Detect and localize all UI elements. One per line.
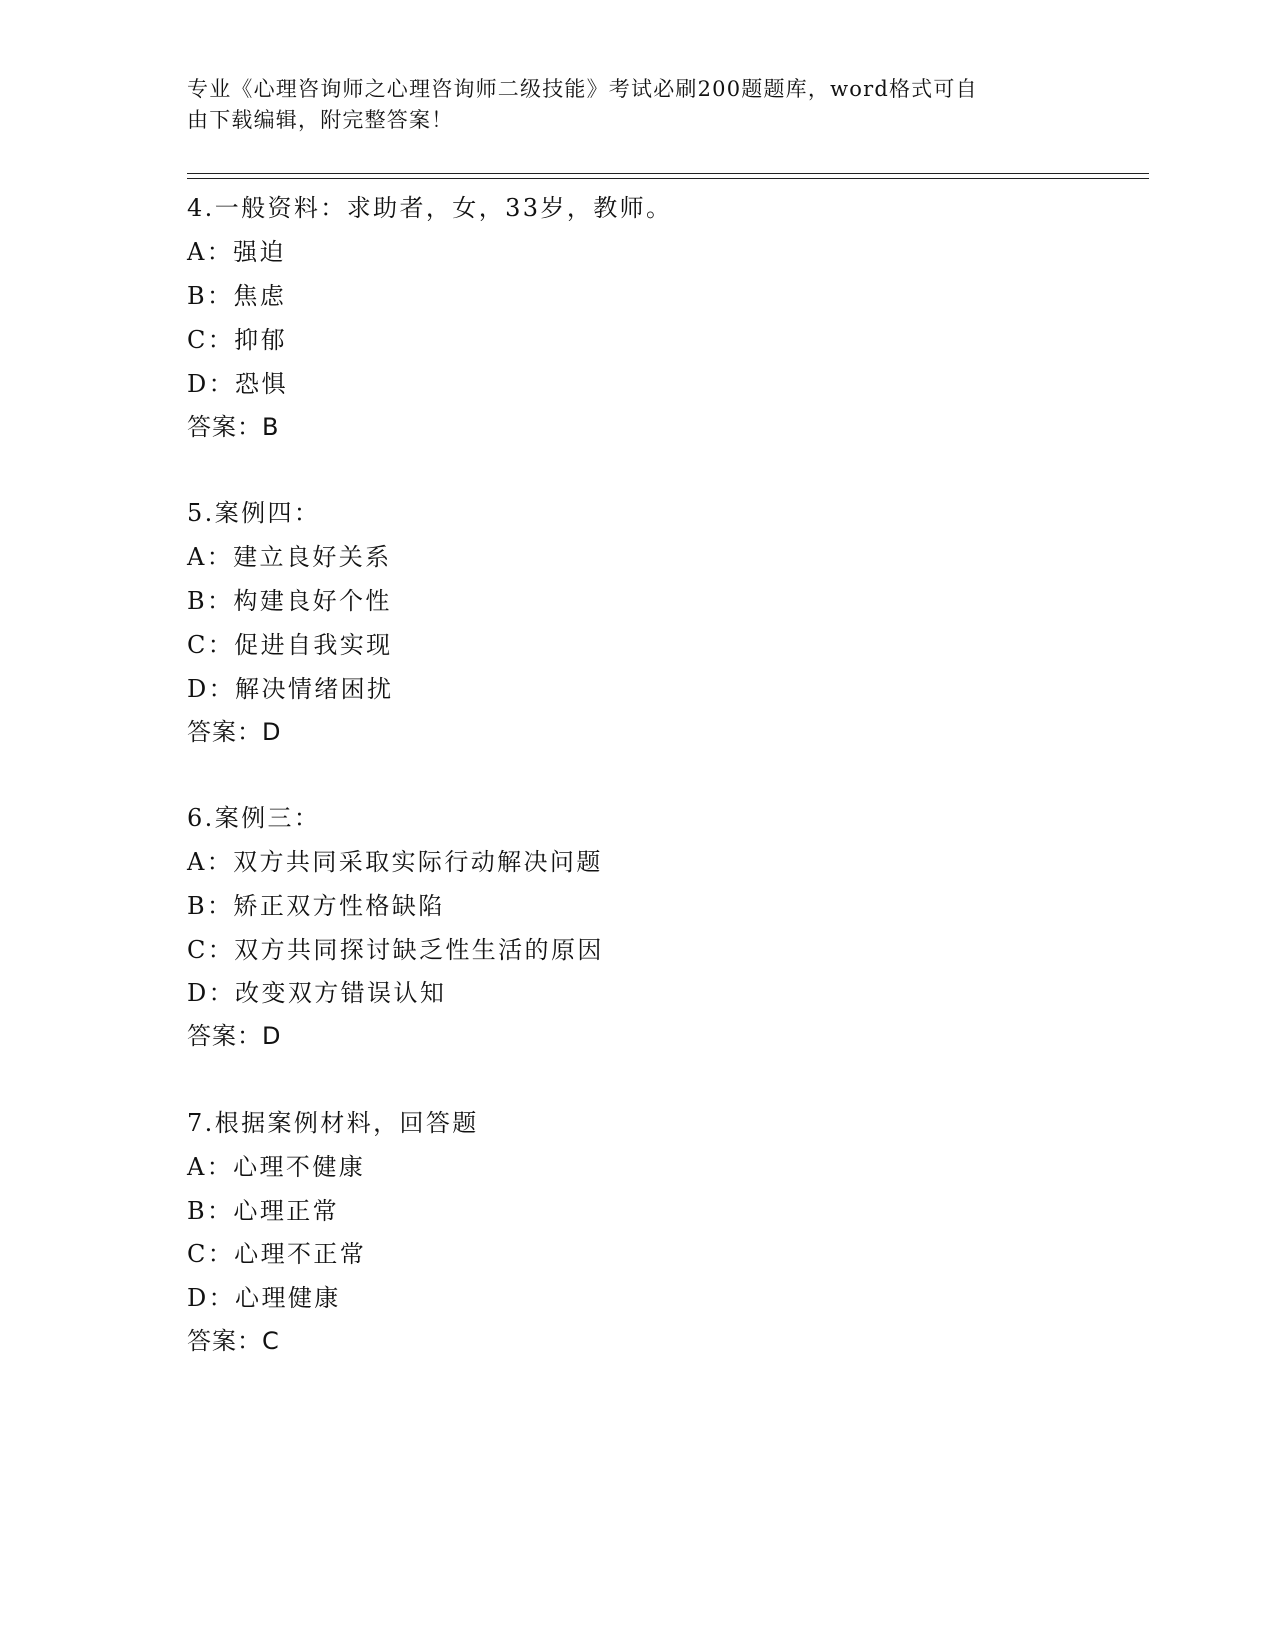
option-b: B：矫正双方性格缺陷: [187, 892, 445, 920]
option-c: C：抑郁: [187, 326, 287, 354]
option-c: C：双方共同探讨缺乏性生活的原因: [187, 936, 604, 964]
question-stem: 6.案例三：: [187, 804, 321, 832]
answer: 答案：C: [187, 1327, 280, 1355]
option-a: A：强迫: [187, 238, 286, 266]
header-line-1: 专业《心理咨询师之心理咨询师二级技能》考试必刷200题题库，word格式可自: [187, 77, 978, 101]
option-a: A：心理不健康: [187, 1153, 366, 1181]
option-a: A：双方共同采取实际行动解决问题: [187, 848, 603, 876]
answer: 答案：D: [187, 1022, 282, 1050]
header-divider-bottom: [187, 178, 1149, 179]
header-divider-top: [187, 173, 1149, 174]
option-c: C：促进自我实现: [187, 631, 393, 659]
option-d: D：解决情绪困扰: [187, 675, 394, 703]
option-d: D：恐惧: [187, 370, 288, 398]
option-a: A：建立良好关系: [187, 543, 392, 571]
option-c: C：心理不正常: [187, 1240, 367, 1268]
answer: 答案：B: [187, 413, 280, 441]
option-b: B：焦虑: [187, 282, 287, 310]
option-d: D：改变双方错误认知: [187, 979, 447, 1007]
answer: 答案：D: [187, 718, 282, 746]
option-d: D：心理健康: [187, 1284, 341, 1312]
option-b: B：心理正常: [187, 1197, 340, 1225]
question-stem: 5.案例四：: [187, 499, 321, 527]
option-b: B：构建良好个性: [187, 587, 392, 615]
question-stem: 4.一般资料：求助者，女，33岁，教师。: [187, 194, 673, 222]
header-line-2: 由下载编辑，附完整答案！: [187, 108, 454, 132]
question-stem: 7.根据案例材料，回答题: [187, 1109, 479, 1137]
